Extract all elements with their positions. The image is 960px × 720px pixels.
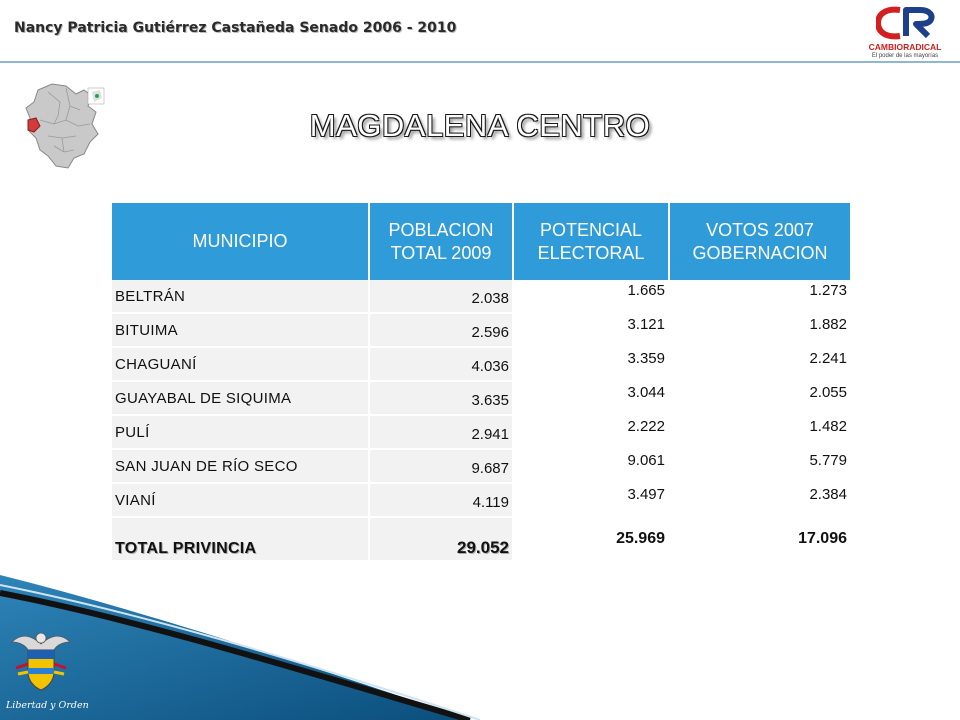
column-header-municipio: MUNICIPIO xyxy=(112,203,369,280)
municipio-cell: VIANÍ xyxy=(112,483,369,517)
table-row xyxy=(112,483,850,517)
votos-cell: 1.273 xyxy=(669,280,850,313)
logo-name: CAMBIORADICAL xyxy=(868,42,942,52)
poblacion-cell: 9.687 xyxy=(369,449,513,483)
total-row xyxy=(112,517,850,561)
potencial-cell: 3.497 xyxy=(513,483,669,517)
table-row xyxy=(112,280,850,313)
votos-cell: 2.055 xyxy=(669,381,850,415)
table-row xyxy=(112,347,850,381)
municipio-cell: SAN JUAN DE RÍO SECO xyxy=(112,449,369,483)
votos-cell: 1.482 xyxy=(669,415,850,449)
municipio-cell: CHAGUANÍ xyxy=(112,347,369,381)
cambio-radical-logo xyxy=(858,6,952,60)
cr-logo-icon xyxy=(876,6,936,40)
table-row xyxy=(112,313,850,347)
national-motto: Libertad y Orden xyxy=(6,700,89,711)
header-title: Nancy Patricia Gutiérrez Castañeda Senado 2006 - 2010 xyxy=(14,20,457,36)
potencial-cell: 2.222 xyxy=(513,415,669,449)
table-row xyxy=(112,415,850,449)
votos-cell: 5.779 xyxy=(669,449,850,483)
potencial-cell: 3.044 xyxy=(513,381,669,415)
table-row xyxy=(112,449,850,483)
poblacion-cell: 3.635 xyxy=(369,381,513,415)
poblacion-cell: 4.036 xyxy=(369,347,513,381)
poblacion-cell: 2.941 xyxy=(369,415,513,449)
poblacion-cell: 2.038 xyxy=(369,280,513,313)
poblacion-cell: 2.596 xyxy=(369,313,513,347)
votos-cell: 2.241 xyxy=(669,347,850,381)
municipio-cell: GUAYABAL DE SIQUIMA xyxy=(112,381,369,415)
column-header-poblacion: POBLACION TOTAL 2009 xyxy=(369,203,513,280)
table-row xyxy=(112,381,850,415)
coat-of-arms-icon xyxy=(6,628,76,694)
potencial-cell: 3.121 xyxy=(513,313,669,347)
page-title: MAGDALENA CENTRO xyxy=(309,108,651,143)
total-poblacion: 29.052 xyxy=(369,517,513,561)
decorative-wave xyxy=(0,575,960,720)
potencial-cell: 9.061 xyxy=(513,449,669,483)
total-votos: 17.096 xyxy=(669,517,850,561)
column-header-votos: VOTOS 2007 GOBERNACION xyxy=(669,203,850,280)
municipio-cell: PULÍ xyxy=(112,415,369,449)
poblacion-cell: 4.119 xyxy=(369,483,513,517)
header-divider xyxy=(0,61,960,63)
municipio-cell: BITUIMA xyxy=(112,313,369,347)
potencial-cell: 1.665 xyxy=(513,280,669,313)
table-header-row xyxy=(112,203,850,280)
potencial-cell: 3.359 xyxy=(513,347,669,381)
total-potencial: 25.969 xyxy=(513,517,669,561)
logo-slogan: El poder de las mayorías xyxy=(871,53,939,59)
column-header-potencial: POTENCIAL ELECTORAL xyxy=(513,203,669,280)
votos-cell: 1.882 xyxy=(669,313,850,347)
total-label: TOTAL PRIVINCIA xyxy=(112,517,369,561)
municipio-cell: BELTRÁN xyxy=(112,280,369,313)
municipality-table xyxy=(112,203,850,562)
votos-cell: 2.384 xyxy=(669,483,850,517)
